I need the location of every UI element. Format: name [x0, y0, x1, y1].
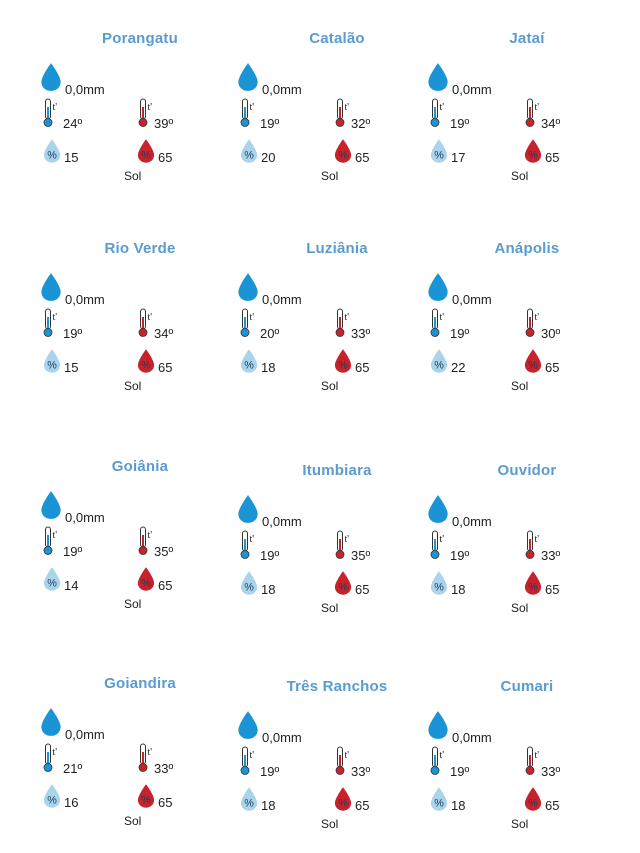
svg-text:t': t'	[52, 312, 58, 323]
city-card	[427, 240, 627, 393]
rain-drop-icon	[237, 62, 259, 92]
humidity-min-icon	[43, 783, 61, 809]
rain-value: 0,0mm	[452, 82, 492, 97]
temp-min-value: 21º	[63, 761, 83, 776]
therm-min-wrap	[430, 98, 448, 128]
humid-max-wrap	[137, 566, 155, 592]
city-name: Rio Verde	[104, 240, 176, 257]
humid-min-wrap	[430, 348, 448, 374]
svg-text:t': t'	[249, 534, 255, 545]
svg-text:%: %	[528, 797, 538, 810]
rain-value: 0,0mm	[65, 82, 105, 97]
humidity-max-value: 65	[355, 360, 370, 375]
temp-max-value: 33º	[351, 326, 371, 341]
rain-value: 0,0mm	[262, 514, 302, 529]
humidity-min-value: 15	[64, 360, 79, 375]
humid-max-wrap	[524, 570, 542, 596]
rain-value: 0,0mm	[65, 292, 105, 307]
humid-min-wrap	[240, 348, 258, 374]
rain-value: 0,0mm	[452, 730, 492, 745]
humidity-max-icon	[137, 783, 155, 809]
condition-label: Sol	[321, 817, 339, 831]
svg-text:%: %	[338, 359, 348, 372]
humid-max-wrap	[524, 138, 542, 164]
humidity-min-value: 18	[451, 798, 466, 813]
city-name: Ouvidor	[497, 462, 557, 479]
city-name: Itumbiara	[302, 462, 372, 479]
condition-label: Sol	[321, 379, 339, 393]
therm-min-wrap	[43, 743, 61, 773]
humidity-min-value: 22	[451, 360, 466, 375]
humidity-min-value: 14	[64, 578, 79, 593]
svg-text:%: %	[141, 794, 151, 807]
svg-text:t': t'	[147, 530, 153, 541]
humidity-min-value: 15	[64, 150, 79, 165]
svg-text:%: %	[528, 149, 538, 162]
svg-text:%: %	[244, 149, 254, 162]
rain-drop-wrap	[427, 62, 449, 92]
therm-min-wrap	[430, 530, 448, 560]
condition-label: Sol	[511, 169, 529, 183]
humidity-max-value: 65	[158, 150, 173, 165]
rain-drop-wrap	[237, 494, 259, 524]
city-name: Luziânia	[306, 240, 368, 257]
humidity-max-value: 65	[158, 795, 173, 810]
humidity-min-icon	[240, 570, 258, 596]
humid-min-wrap	[430, 786, 448, 812]
svg-text:t': t'	[52, 530, 58, 541]
humidity-min-value: 18	[261, 360, 276, 375]
thermometer-min-icon	[240, 746, 258, 776]
thermometer-min-icon	[430, 98, 448, 128]
humidity-max-value: 65	[355, 798, 370, 813]
temp-max-value: 34º	[541, 116, 561, 131]
humid-min-wrap	[240, 570, 258, 596]
humidity-max-value: 65	[355, 582, 370, 597]
temp-min-value: 19º	[260, 764, 280, 779]
svg-text:%: %	[434, 797, 444, 810]
rain-value: 0,0mm	[65, 727, 105, 742]
svg-text:t': t'	[439, 534, 445, 545]
rain-drop-icon	[237, 710, 259, 740]
humidity-min-value: 20	[261, 150, 276, 165]
temp-min-value: 19º	[450, 764, 470, 779]
temp-min-value: 19º	[63, 544, 83, 559]
svg-text:t': t'	[534, 750, 540, 761]
svg-text:%: %	[141, 577, 151, 590]
rain-drop-icon	[427, 710, 449, 740]
thermometer-min-icon	[430, 308, 448, 338]
city-card	[237, 462, 437, 615]
humid-min-wrap	[430, 138, 448, 164]
thermometer-min-icon	[43, 743, 61, 773]
city-card	[427, 462, 627, 615]
humid-min-wrap	[430, 570, 448, 596]
humidity-max-icon	[137, 138, 155, 164]
svg-text:t': t'	[52, 747, 58, 758]
city-card	[237, 30, 437, 183]
rain-drop-icon	[427, 494, 449, 524]
temp-min-value: 20º	[260, 326, 280, 341]
city-name: Cumari	[500, 678, 554, 695]
condition-label: Sol	[511, 601, 529, 615]
therm-min-wrap	[240, 98, 258, 128]
humidity-min-icon	[430, 786, 448, 812]
svg-text:t': t'	[249, 312, 255, 323]
temp-min-value: 24º	[63, 116, 83, 131]
condition-label: Sol	[124, 597, 142, 611]
humid-max-wrap	[334, 570, 352, 596]
humid-max-wrap	[334, 786, 352, 812]
svg-text:%: %	[141, 149, 151, 162]
humid-min-wrap	[43, 783, 61, 809]
city-name: Jataí	[509, 30, 545, 47]
humid-min-wrap	[43, 566, 61, 592]
rain-drop-wrap	[40, 62, 62, 92]
temp-min-value: 19º	[450, 116, 470, 131]
rain-drop-icon	[237, 272, 259, 302]
thermometer-min-icon	[43, 526, 61, 556]
rain-drop-wrap	[237, 62, 259, 92]
thermometer-min-icon	[240, 308, 258, 338]
svg-text:%: %	[434, 581, 444, 594]
humidity-max-icon	[334, 138, 352, 164]
temp-max-value: 39º	[154, 116, 174, 131]
city-card	[40, 240, 240, 393]
svg-text:%: %	[244, 359, 254, 372]
city-name: Anápolis	[494, 240, 560, 257]
therm-min-wrap	[43, 308, 61, 338]
thermometer-min-icon	[430, 530, 448, 560]
humidity-max-value: 65	[545, 150, 560, 165]
svg-text:t': t'	[249, 750, 255, 761]
svg-text:%: %	[434, 359, 444, 372]
temp-max-value: 34º	[154, 326, 174, 341]
svg-text:t': t'	[344, 312, 350, 323]
city-name: Porangatu	[102, 30, 178, 47]
humidity-min-icon	[240, 786, 258, 812]
svg-text:t': t'	[249, 102, 255, 113]
humid-min-wrap	[43, 348, 61, 374]
city-card	[237, 678, 437, 831]
thermometer-min-icon	[240, 98, 258, 128]
humidity-min-icon	[43, 138, 61, 164]
humidity-max-icon	[334, 570, 352, 596]
svg-text:%: %	[338, 581, 348, 594]
city-card	[40, 458, 240, 611]
humid-max-wrap	[137, 783, 155, 809]
temp-max-value: 33º	[541, 764, 561, 779]
rain-drop-wrap	[40, 490, 62, 520]
humid-max-wrap	[137, 138, 155, 164]
city-name: Três Ranchos	[286, 678, 388, 695]
rain-value: 0,0mm	[262, 292, 302, 307]
condition-label: Sol	[511, 817, 529, 831]
svg-text:%: %	[528, 581, 538, 594]
rain-drop-wrap	[427, 272, 449, 302]
condition-label: Sol	[124, 814, 142, 828]
therm-min-wrap	[240, 308, 258, 338]
temp-max-value: 30º	[541, 326, 561, 341]
humidity-min-icon	[240, 138, 258, 164]
temp-max-value: 33º	[154, 761, 174, 776]
thermometer-min-icon	[43, 98, 61, 128]
city-card	[40, 30, 240, 183]
humidity-max-value: 65	[545, 798, 560, 813]
rain-drop-icon	[40, 62, 62, 92]
humidity-min-icon	[430, 348, 448, 374]
temp-min-value: 19º	[260, 548, 280, 563]
svg-text:%: %	[47, 577, 57, 590]
svg-text:t': t'	[534, 312, 540, 323]
humidity-max-icon	[524, 138, 542, 164]
svg-text:%: %	[47, 149, 57, 162]
humidity-max-icon	[137, 566, 155, 592]
city-name: Goiandira	[104, 675, 176, 692]
humidity-max-icon	[334, 348, 352, 374]
condition-label: Sol	[321, 169, 339, 183]
svg-text:%: %	[338, 797, 348, 810]
svg-text:%: %	[244, 797, 254, 810]
rain-drop-wrap	[40, 707, 62, 737]
humidity-max-value: 65	[158, 360, 173, 375]
humidity-min-value: 18	[261, 582, 276, 597]
svg-text:%: %	[434, 149, 444, 162]
temp-max-value: 33º	[351, 764, 371, 779]
humidity-min-value: 17	[451, 150, 466, 165]
condition-label: Sol	[511, 379, 529, 393]
thermometer-min-icon	[43, 308, 61, 338]
rain-value: 0,0mm	[452, 292, 492, 307]
humidity-max-icon	[524, 786, 542, 812]
humidity-max-value: 65	[545, 360, 560, 375]
humidity-max-value: 65	[158, 578, 173, 593]
svg-text:t': t'	[344, 102, 350, 113]
svg-text:%: %	[338, 149, 348, 162]
svg-text:t': t'	[534, 534, 540, 545]
humid-max-wrap	[524, 348, 542, 374]
humidity-min-icon	[43, 566, 61, 592]
therm-min-wrap	[43, 526, 61, 556]
city-name: Catalão	[309, 30, 365, 47]
rain-drop-icon	[427, 272, 449, 302]
svg-text:%: %	[528, 359, 538, 372]
svg-text:%: %	[47, 359, 57, 372]
svg-text:t': t'	[439, 102, 445, 113]
temp-max-value: 35º	[154, 544, 174, 559]
svg-text:t': t'	[52, 102, 58, 113]
svg-text:t': t'	[439, 312, 445, 323]
humidity-max-icon	[334, 786, 352, 812]
rain-value: 0,0mm	[262, 730, 302, 745]
therm-min-wrap	[240, 746, 258, 776]
humidity-min-value: 18	[451, 582, 466, 597]
humidity-max-value: 65	[355, 150, 370, 165]
temp-max-value: 35º	[351, 548, 371, 563]
humidity-max-icon	[524, 348, 542, 374]
humidity-min-icon	[43, 348, 61, 374]
svg-text:%: %	[141, 359, 151, 372]
temp-max-value: 33º	[541, 548, 561, 563]
condition-label: Sol	[124, 169, 142, 183]
rain-drop-wrap	[237, 272, 259, 302]
humidity-max-icon	[137, 348, 155, 374]
svg-text:t': t'	[147, 747, 153, 758]
city-card	[427, 30, 627, 183]
rain-value: 0,0mm	[452, 514, 492, 529]
temp-min-value: 19º	[450, 326, 470, 341]
svg-text:t': t'	[439, 750, 445, 761]
rain-drop-icon	[237, 494, 259, 524]
city-name: Goiânia	[111, 458, 169, 475]
thermometer-min-icon	[240, 530, 258, 560]
humidity-min-icon	[430, 138, 448, 164]
rain-drop-wrap	[237, 710, 259, 740]
humid-max-wrap	[334, 138, 352, 164]
temp-max-value: 32º	[351, 116, 371, 131]
svg-text:%: %	[47, 794, 57, 807]
rain-drop-icon	[40, 707, 62, 737]
humidity-min-icon	[240, 348, 258, 374]
condition-label: Sol	[321, 601, 339, 615]
rain-drop-wrap	[40, 272, 62, 302]
humid-min-wrap	[43, 138, 61, 164]
therm-min-wrap	[430, 746, 448, 776]
svg-text:t': t'	[344, 534, 350, 545]
city-card	[427, 678, 627, 831]
rain-drop-icon	[40, 272, 62, 302]
humidity-max-icon	[524, 570, 542, 596]
humid-max-wrap	[334, 348, 352, 374]
rain-value: 0,0mm	[65, 510, 105, 525]
therm-min-wrap	[240, 530, 258, 560]
rain-value: 0,0mm	[262, 82, 302, 97]
rain-drop-icon	[427, 62, 449, 92]
city-card	[237, 240, 437, 393]
temp-min-value: 19º	[260, 116, 280, 131]
rain-drop-wrap	[427, 710, 449, 740]
condition-label: Sol	[124, 379, 142, 393]
humidity-max-value: 65	[545, 582, 560, 597]
svg-text:t': t'	[344, 750, 350, 761]
humid-max-wrap	[524, 786, 542, 812]
humidity-min-icon	[430, 570, 448, 596]
svg-text:t': t'	[534, 102, 540, 113]
city-card	[40, 675, 240, 828]
therm-min-wrap	[430, 308, 448, 338]
svg-text:%: %	[244, 581, 254, 594]
rain-drop-wrap	[427, 494, 449, 524]
therm-min-wrap	[43, 98, 61, 128]
temp-min-value: 19º	[63, 326, 83, 341]
thermometer-min-icon	[430, 746, 448, 776]
temp-min-value: 19º	[450, 548, 470, 563]
svg-text:t': t'	[147, 102, 153, 113]
rain-drop-icon	[40, 490, 62, 520]
humid-max-wrap	[137, 348, 155, 374]
humidity-min-value: 18	[261, 798, 276, 813]
humid-min-wrap	[240, 138, 258, 164]
svg-text:t': t'	[147, 312, 153, 323]
humid-min-wrap	[240, 786, 258, 812]
humidity-min-value: 16	[64, 795, 79, 810]
